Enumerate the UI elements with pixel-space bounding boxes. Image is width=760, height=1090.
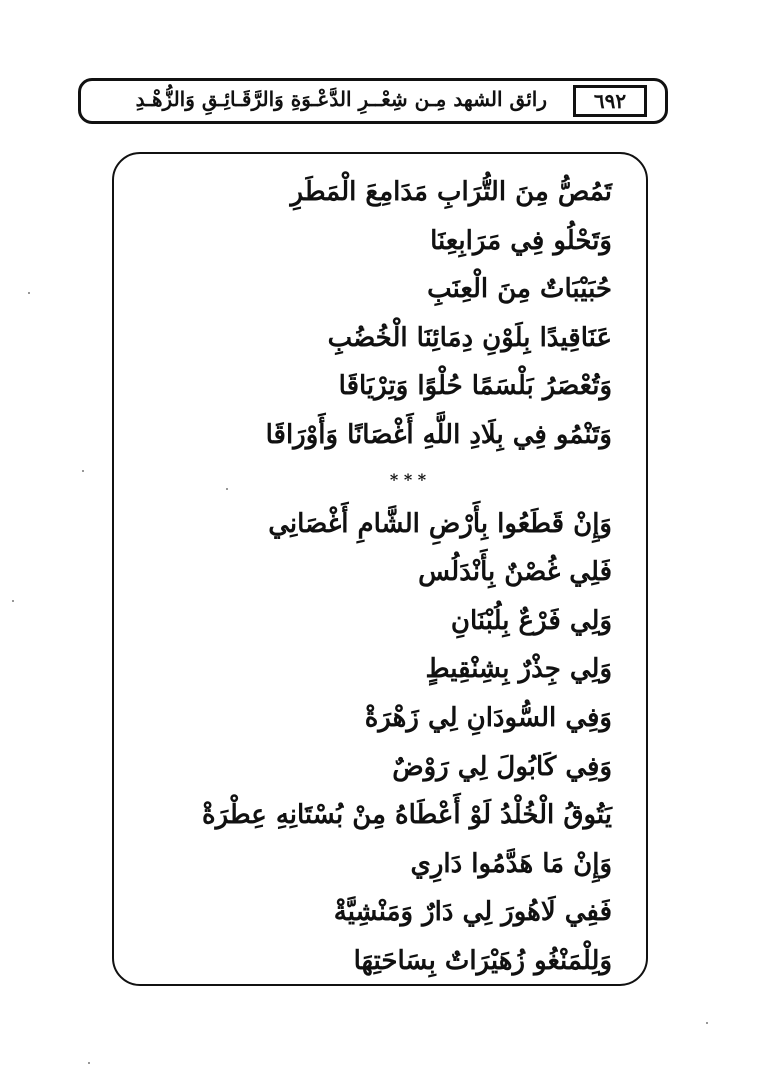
scan-speck <box>82 470 84 472</box>
poem-line: وَلِي فَرْعٌ بِلُبْنَانِ <box>450 605 612 636</box>
scan-speck <box>12 600 14 602</box>
book-title: رائق الشهد مِـن شِعْــرِ الدَّعْـوَةِ وَالرَّقَـائِـقِ وَالزُّهْـدِ <box>135 87 547 111</box>
poem-line: وَتَحْلُو فِي مَرَابِعِنَا <box>430 225 612 256</box>
poem-line: فَفِي لَاهُورَ لِي دَارٌ وَمَنْشِيَّةْ <box>333 897 612 928</box>
poem-line: يَتُوقُ الْخُلْدُ لَوْ أَعْطَاهُ مِنْ بُسْتَانِهِ عِطْرَةْ <box>201 800 612 831</box>
poem-body <box>144 168 612 986</box>
page-number: ٦٩٢ <box>573 85 647 117</box>
poem-line: تَمُصُّ مِنَ التُّرَابِ مَدَامِعَ الْمَطَرِ <box>290 177 612 207</box>
poem-line: وَلِي جِذْرٌ بِشِنْقِيطٍ <box>425 654 612 685</box>
running-header <box>78 78 668 124</box>
scan-speck <box>88 1062 90 1064</box>
scan-speck <box>706 1022 708 1024</box>
poem-line: وَفِي كَابُولَ لِي رَوْضٌ <box>392 751 612 782</box>
poem-line: فَلِي غُصْنٌ بِأَنْدَلُس <box>418 557 612 588</box>
poem-line: حُبَيْبَاتٌ مِنَ الْعِنَبِ <box>427 274 612 305</box>
poem-line: عَنَاقِيدًا بِلَوْنِ دِمَائِنَا الْخُضُبِ <box>327 322 612 353</box>
poem-line: وَتُعْصَرُ بَلْسَمًا حُلْوًا وَتِرْيَاقَا <box>338 371 612 402</box>
poem-line: وَلِلْمَنْغُو زُهَيْرَاتٌ بِسَاحَتِهَا <box>353 945 612 976</box>
poem-line: وَإِنْ مَا هَدَّمُوا دَارِي <box>410 848 612 879</box>
scan-speck <box>226 488 228 490</box>
scan-speck <box>28 292 30 294</box>
poem-line: وَإِنْ قَطَعُوا بِأَرْضِ الشَّامِ أَغْصَانِي <box>268 508 612 539</box>
poem-line: وَفِي السُّودَانِ لِي زَهْرَةْ <box>364 702 612 733</box>
poem-line: وَتَنْمُو فِي بِلَادِ اللَّهِ أَغْصَانًا وَأَوْرَاقَا <box>265 419 612 450</box>
stanza-separator: * * * <box>389 469 427 489</box>
poem-frame <box>112 152 648 986</box>
